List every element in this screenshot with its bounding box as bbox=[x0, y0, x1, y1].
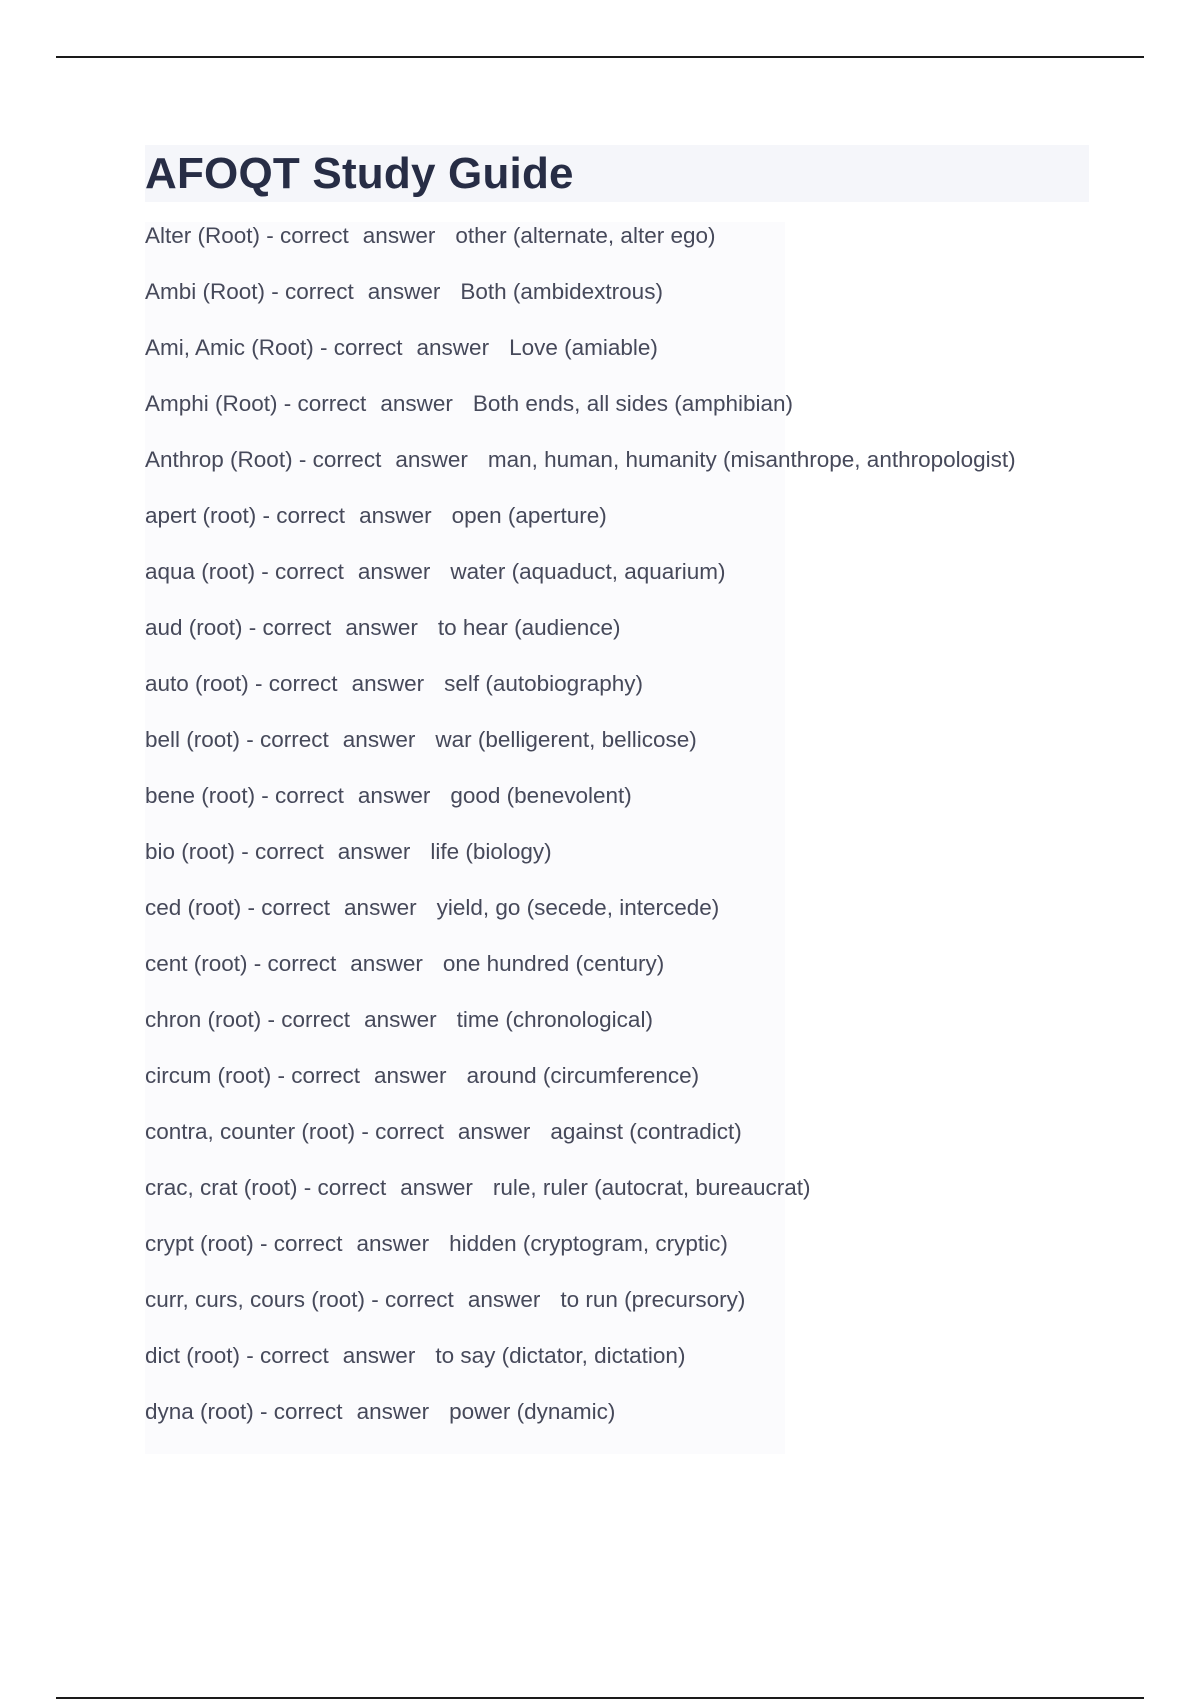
entry-answer-label: answer bbox=[342, 1343, 416, 1368]
entry-term: cent (root) - correct bbox=[145, 951, 337, 976]
entry-answer-label: answer bbox=[356, 1399, 430, 1424]
list-item bbox=[145, 1174, 1089, 1230]
entry-term: auto (root) - correct bbox=[145, 671, 338, 696]
entry-answer-label: answer bbox=[374, 1063, 447, 1088]
list-item bbox=[145, 502, 1089, 558]
list-item bbox=[145, 950, 1089, 1006]
entry-answer-label: answer bbox=[344, 895, 417, 920]
list-item bbox=[145, 1286, 1089, 1342]
list-item bbox=[145, 726, 1089, 782]
entry-answer-label: answer bbox=[337, 839, 411, 864]
entry-answer: life (biology) bbox=[430, 839, 552, 864]
list-item bbox=[145, 894, 1089, 950]
entry-answer: good (benevolent) bbox=[450, 783, 632, 808]
entry-term: Anthrop (Root) - correct bbox=[145, 447, 382, 472]
list-item bbox=[145, 1006, 1089, 1062]
entry-answer-label: answer bbox=[356, 1231, 430, 1256]
entry-answer-label: answer bbox=[457, 1119, 531, 1144]
entry-term: circum (root) - correct bbox=[145, 1063, 361, 1088]
entry-term: bell (root) - correct bbox=[145, 727, 329, 752]
list-item bbox=[145, 558, 1089, 614]
entry-answer-label: answer bbox=[416, 335, 490, 360]
entry-term: ced (root) - correct bbox=[145, 895, 331, 920]
entry-answer-label: answer bbox=[367, 279, 441, 304]
entry-answer: Love (amiable) bbox=[509, 335, 658, 360]
entry-term: crac, crat (root) - correct bbox=[145, 1175, 387, 1200]
entry-answer: water (aquaduct, aquarium) bbox=[450, 559, 726, 584]
entry-answer-label: answer bbox=[400, 1175, 473, 1200]
list-item bbox=[145, 1230, 1089, 1286]
entry-answer-label: answer bbox=[357, 559, 431, 584]
entry-term: dyna (root) - correct bbox=[145, 1399, 343, 1424]
entry-answer-label: answer bbox=[350, 951, 423, 976]
entry-answer: self (autobiography) bbox=[444, 671, 643, 696]
entry-term: bio (root) - correct bbox=[145, 839, 324, 864]
entry-term: Ami, Amic (Root) - correct bbox=[145, 335, 403, 360]
entry-term: bene (root) - correct bbox=[145, 783, 344, 808]
entry-answer: around (circumference) bbox=[466, 1063, 700, 1088]
entry-answer-label: answer bbox=[359, 503, 432, 528]
entry-answer: to run (precursory) bbox=[560, 1287, 746, 1312]
entry-answer-label: answer bbox=[342, 727, 416, 752]
list-item bbox=[145, 222, 1089, 278]
entry-answer: war (belligerent, bellicose) bbox=[435, 727, 697, 752]
list-item bbox=[145, 278, 1089, 334]
entry-answer-label: answer bbox=[395, 447, 468, 472]
list-item bbox=[145, 670, 1089, 726]
list-item bbox=[145, 390, 1089, 446]
entry-answer: power (dynamic) bbox=[449, 1399, 616, 1424]
list-item bbox=[145, 782, 1089, 838]
entry-answer: to say (dictator, dictation) bbox=[435, 1343, 686, 1368]
entry-answer: hidden (cryptogram, cryptic) bbox=[449, 1231, 728, 1256]
entry-list bbox=[145, 222, 1089, 1454]
entry-term: aqua (root) - correct bbox=[145, 559, 344, 584]
entry-answer: one hundred (century) bbox=[442, 951, 665, 976]
entry-term: Ambi (Root) - correct bbox=[145, 279, 354, 304]
entry-term: aud (root) - correct bbox=[145, 615, 332, 640]
list-item bbox=[145, 1118, 1089, 1174]
list-item bbox=[145, 446, 1089, 502]
entry-term: Amphi (Root) - correct bbox=[145, 391, 367, 416]
footer-rule bbox=[56, 1697, 1144, 1699]
entry-term: curr, curs, cours (root) - correct bbox=[145, 1287, 454, 1312]
list-item bbox=[145, 838, 1089, 894]
document-body bbox=[145, 145, 1089, 1454]
entry-answer: Both (ambidextrous) bbox=[460, 279, 663, 304]
entry-answer: other (alternate, alter ego) bbox=[455, 223, 716, 248]
entry-answer: rule, ruler (autocrat, bureaucrat) bbox=[492, 1175, 811, 1200]
entry-term: Alter (Root) - correct bbox=[145, 223, 349, 248]
entry-answer-label: answer bbox=[351, 671, 425, 696]
entry-answer-label: answer bbox=[357, 783, 431, 808]
list-item bbox=[145, 1062, 1089, 1118]
entry-term: apert (root) - correct bbox=[145, 503, 346, 528]
entry-answer-label: answer bbox=[364, 1007, 437, 1032]
entry-term: chron (root) - correct bbox=[145, 1007, 351, 1032]
entry-answer: time (chronological) bbox=[456, 1007, 653, 1032]
entry-answer-label: answer bbox=[362, 223, 436, 248]
entry-answer: Both ends, all sides (amphibian) bbox=[472, 391, 794, 416]
entry-answer: man, human, humanity (misanthrope, anthropologist) bbox=[487, 447, 1016, 472]
title-band bbox=[145, 145, 1089, 202]
list-item bbox=[145, 1342, 1089, 1398]
entry-term: dict (root) - correct bbox=[145, 1343, 329, 1368]
entry-answer: against (contradict) bbox=[550, 1119, 742, 1144]
entry-answer-label: answer bbox=[380, 391, 453, 416]
document-title: AFOQT Study Guide bbox=[145, 148, 574, 198]
header-rule bbox=[56, 56, 1144, 58]
entry-term: crypt (root) - correct bbox=[145, 1231, 343, 1256]
list-item bbox=[145, 1398, 1089, 1454]
entry-term: contra, counter (root) - correct bbox=[145, 1119, 444, 1144]
entry-answer-label: answer bbox=[467, 1287, 541, 1312]
list-item bbox=[145, 334, 1089, 390]
entry-answer: open (aperture) bbox=[451, 503, 607, 528]
entry-answer-label: answer bbox=[345, 615, 418, 640]
entry-answer: yield, go (secede, intercede) bbox=[436, 895, 720, 920]
list-item bbox=[145, 614, 1089, 670]
entry-answer: to hear (audience) bbox=[437, 615, 621, 640]
